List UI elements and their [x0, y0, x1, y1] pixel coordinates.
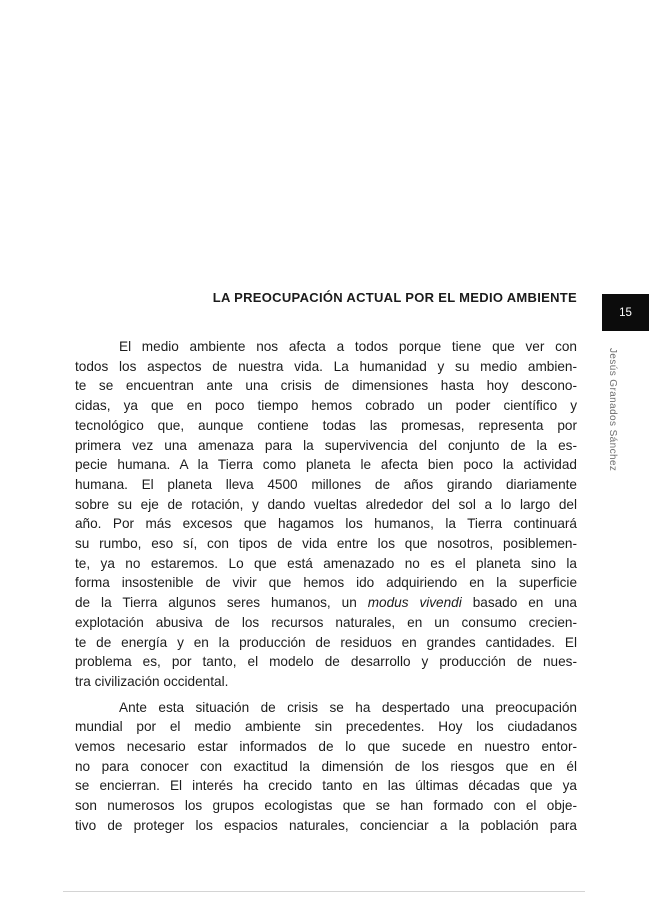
text-line: problema es, por tanto, el modelo de desarrollo y producción de nues- [75, 654, 577, 670]
text-line-with-italic [75, 593, 577, 613]
text-line: te se encuentran ante una crisis de dimensiones hasta hoy descono- [75, 378, 577, 394]
text-line: vemos necesario estar informados de lo que sucede en nuestro entor- [75, 739, 577, 755]
text-line: El medio ambiente nos afecta a todos porque tiene que ver con [119, 339, 577, 354]
italic-phrase: modus vivendi [367, 595, 462, 611]
text-line: tivo de proteger los espacios naturales, concienciar a la población para [75, 817, 577, 833]
text-line: te de energía y en la producción de residuos en grandes cantidades. El [75, 634, 577, 650]
text-line: no para conocer con exactitud la dimensión de los riesgos que en él [75, 758, 577, 774]
text-segment: de la Tierra algunos seres humanos, un [75, 595, 368, 611]
text-line: humana. El planeta lleva 4500 millones de años girando diariamente [75, 476, 577, 492]
text-block [75, 337, 577, 836]
text-line: te, ya no estaremos. Lo que está amenazado no es el planeta sino la [75, 555, 577, 571]
paragraph-1 [75, 337, 577, 692]
text-line: año. Por más excesos que hagamos los humanos, la Tierra continuará [75, 516, 577, 532]
text-line: su rumbo, eso sí, con tipos de vida entre los que nosotros, posiblemen- [75, 536, 577, 552]
page-bottom-scan-line [63, 891, 585, 892]
text-line: primera vez una amenaza para la supervivencia del conjunto de la es- [75, 437, 577, 453]
text-line: cidas, ya que en poco tiempo hemos cobrado un poder científico y [75, 398, 577, 414]
text-line: sobre su eje de rotación, y dando vueltas alrededor del sol a lo largo del [75, 496, 577, 512]
page-number-box [602, 294, 649, 331]
text-line: mundial por el medio ambiente sin precedentes. Hoy los ciudadanos [75, 719, 577, 735]
paragraph-2 [75, 698, 577, 836]
text-line: pecie humana. A la Tierra como planeta le afecta bien poco la actividad [75, 457, 577, 473]
text-line: tra civilización occidental. [75, 673, 229, 689]
text-line: se encierran. El interés ha crecido tanto en las últimas décadas que ya [75, 778, 577, 794]
page-number: 15 [619, 306, 632, 319]
text-line: todos los aspectos de nuestra vida. La humanidad y su medio ambien- [75, 358, 577, 374]
text-line: Ante esta situación de crisis se ha despertado una preocupación [119, 699, 577, 715]
chapter-title: LA PREOCUPACIÓN ACTUAL POR EL MEDIO AMBIENTE [212, 290, 577, 305]
text-line: son numerosos los grupos ecologistas que se han formado con el obje- [75, 798, 577, 814]
author-sidebar-text: Jesús Granados Sánchez [607, 348, 618, 472]
text-line: forma insostenible de vivir que hemos ido adquiriendo en la superficie [75, 575, 577, 591]
text-line: tecnológico que, aunque contiene todas las promesas, representa por [75, 417, 577, 433]
text-segment: basado en una [461, 595, 577, 611]
text-line: explotación abusiva de los recursos naturales, en un consumo crecien- [75, 614, 577, 630]
